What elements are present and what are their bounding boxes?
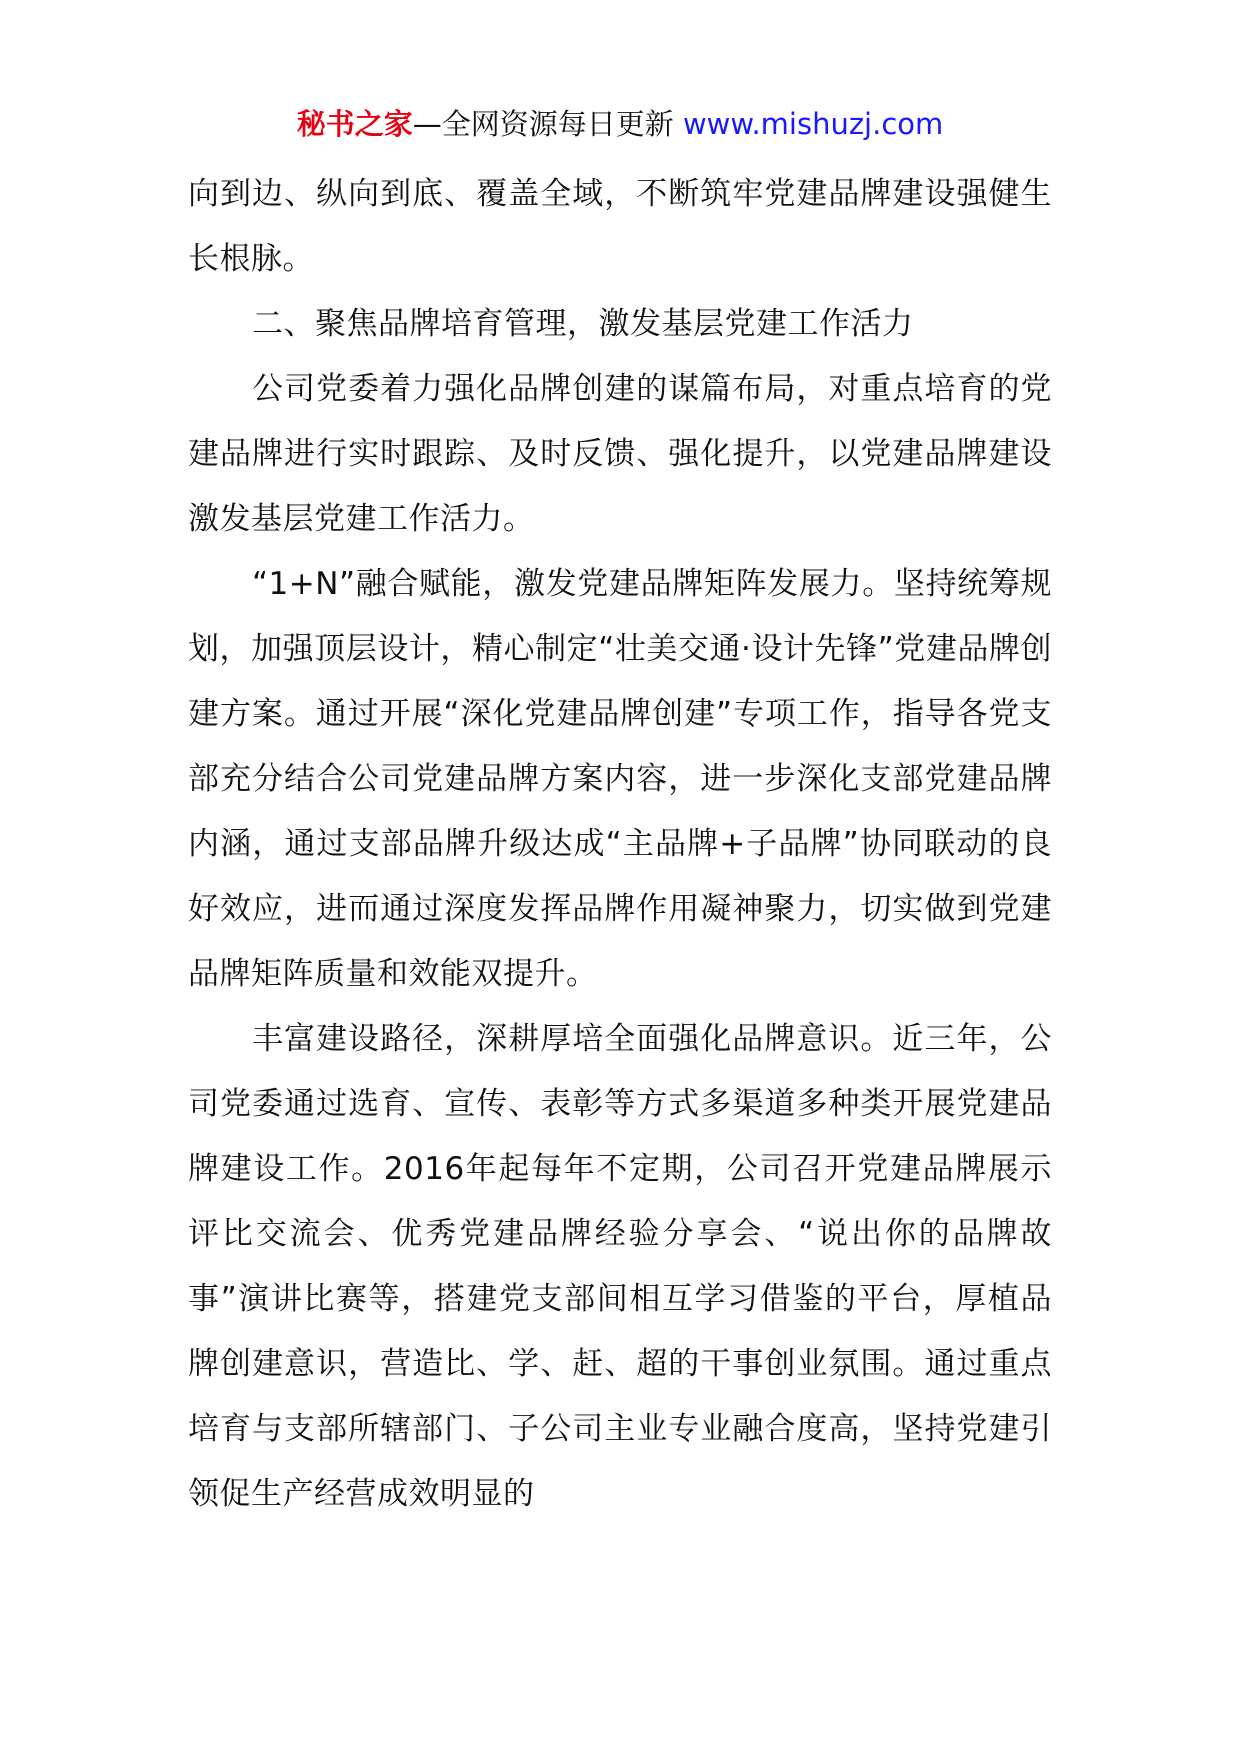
header-tagline: —全网资源每日更新	[412, 107, 683, 141]
paragraph: 丰富建设路径，深耕厚培全面强化品牌意识。近三年，公司党委通过选育、宣传、表彰等方式多渠道多种类开展党建品牌建设工作。2016年起每年不定期，公司召开党建品牌展示评比交流会、优秀党建品牌经验分享会、“说出你的品牌故事”演讲比赛等，搭建党支部间相互学习借鉴的平台，厚植品牌创建意识，营造比、学、赶、超的干事创业氛围。通过重点培育与支部所辖部门、子公司主业专业融合度高，坚持党建引领促生产经营成效明显的	[188, 1021, 1052, 1512]
paragraph: 公司党委着力强化品牌创建的谋篇布局，对重点培育的党建品牌进行实时跟踪、及时反馈、强化提升，以党建品牌建设激发基层党建工作活力。	[188, 371, 1052, 537]
site-url-link[interactable]: www.mishuzj.com	[682, 107, 944, 141]
section-heading: 二、聚焦品牌培育管理，激发基层党建工作活力	[252, 306, 914, 342]
site-header	[0, 102, 1240, 146]
brand-name: 秘书之家	[296, 107, 413, 141]
paragraph: “1+N”融合赋能，激发党建品牌矩阵发展力。坚持统筹规划，加强顶层设计，精心制定“壮美交通·设计先锋”党建品牌创建方案。通过开展“深化党建品牌创建”专项工作，指导各党支部充分结合公司党建品牌方案内容，进一步深化支部党建品牌内涵，通过支部品牌升级达成“主品牌+子品牌”协同联动的良好效应，进而通过深度发挥品牌作用凝神聚力，切实做到党建品牌矩阵质量和效能双提升。	[188, 566, 1052, 992]
paragraph-continued: 向到边、纵向到底、覆盖全域，不断筑牢党建品牌建设强健生长根脉。	[188, 176, 1052, 277]
document-body	[188, 162, 1052, 1527]
